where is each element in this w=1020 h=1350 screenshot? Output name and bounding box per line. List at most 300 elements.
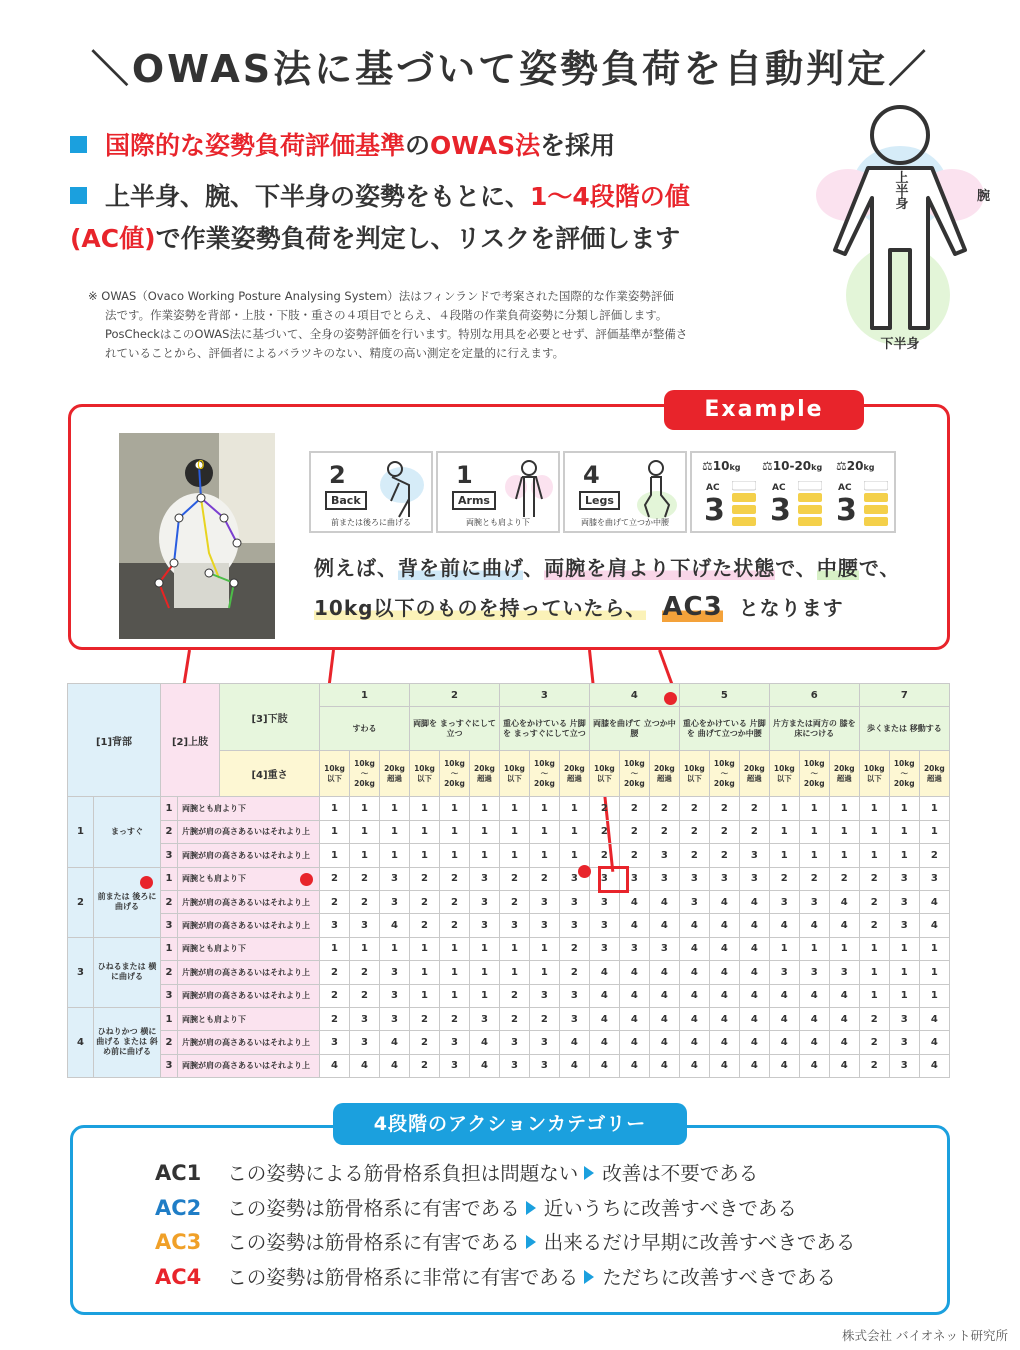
leg-description: 両脚を まっすぐにして立つ [409,707,499,751]
ac-cell: 3 [559,984,589,1007]
ac-cell: 1 [829,797,859,820]
arm-description: 片腕が肩の高さあるいはそれより上 [178,1031,320,1054]
ac-cell: 3 [829,961,859,984]
ac-cell: 4 [679,1031,709,1054]
ac-cell: 3 [499,914,529,937]
ac-cell: 1 [320,820,350,843]
ac-cell: 4 [589,1007,619,1030]
ac-cell: 4 [829,1054,859,1077]
ac-cell: 3 [499,1054,529,1077]
ac-cell: 2 [499,984,529,1007]
ac-cell: 2 [619,844,649,867]
ac-cell: 4 [649,914,679,937]
ac-cell: 4 [679,1007,709,1030]
ac-cell: 3 [679,867,709,890]
ac-cell: 4 [679,937,709,960]
ac-cell: 1 [380,820,410,843]
ac-cell: 1 [409,984,439,1007]
ac-cell: 4 [799,1031,829,1054]
ac-cell: 1 [320,797,350,820]
ac-cell: 4 [649,1031,679,1054]
ac-cell: 2 [320,867,350,890]
example-line-1: 例えば、背を前に曲げ、両腕を肩より下げた状態で、中腰で、 [314,556,901,580]
ac-cell: 1 [889,984,919,1007]
ac-cell: 4 [709,937,739,960]
ac-cell: 1 [919,820,949,843]
ac-cell: 3 [350,914,380,937]
ac-cell: 1 [889,820,919,843]
weight-header: 20kg 超過 [919,751,949,797]
ac-cell: 4 [739,984,769,1007]
ac-cell: 4 [649,984,679,1007]
ac-cell: 3 [769,890,799,913]
ac-cell: 2 [619,797,649,820]
ac-cell: 4 [320,1054,350,1077]
ac-cell: 4 [709,890,739,913]
ac-cell: 3 [889,1031,919,1054]
ac-cell: 3 [589,937,619,960]
ac-cell: 1 [859,844,889,867]
ac-cell: 1 [409,820,439,843]
ac-cell: 1 [350,844,380,867]
back-description: ひねるまたは 横に曲げる [94,937,161,1007]
arm-description: 両腕が肩の高さあるいはそれより上 [178,1054,320,1077]
arm-number: 1 [161,937,178,960]
back-description: 前または 後ろに曲げる [94,867,161,937]
arm-number: 3 [161,914,178,937]
bullet-ac: 上半身、腕、下半身の姿勢をもとに、1〜4段階の値 (AC値)で作業姿勢負荷を判定し、リスクを評価します [70,182,690,253]
arm-description: 片腕が肩の高さあるいはそれより上 [178,890,320,913]
owas-note: ※ OWAS（Ovaco Working Posture Analysing System）法はフィンランドで考案された国際的な作業姿勢評価 法です。作業姿勢を背部・上肢・下肢・重さの４項目でとらえ、４段階の作業負荷姿勢に分類し評価します。 PosCheckはこのOWAS法に基づいて、全身の姿勢評価を行います。特別な用具を必要とせず、評価基準が整備さ れていることから、評価者によるバラツキのない、精度の高い測定を定量的に行えます。 [88,289,688,360]
ac-cell: 2 [439,890,469,913]
bullet-square-icon [70,136,87,153]
ac-cell: 2 [859,914,889,937]
weight-header: 10kg 以下 [320,751,350,797]
ac-cell: 3 [889,1007,919,1030]
leg-description: 重心をかけている 片脚を 曲げて立つか中腰 [679,707,769,751]
ac-cell: 2 [709,844,739,867]
ac-cell: 1 [799,820,829,843]
ac-cell: 3 [739,844,769,867]
ac-cell: 2 [409,1054,439,1077]
ac-cell: 1 [559,797,589,820]
ac-cell: 4 [649,890,679,913]
ac-cell: 4 [829,1007,859,1030]
arm-description: 両腕が肩の高さあるいはそれより上 [178,914,320,937]
ac-cell: 3 [380,961,410,984]
back-card: 2 Back 前または後ろに曲げる [309,451,433,533]
ac-cell: 4 [739,961,769,984]
ac-cell: 4 [589,961,619,984]
ac-cell: 2 [320,890,350,913]
ac-cell: 2 [679,820,709,843]
ac-cell: 1 [859,937,889,960]
arm-description: 両腕とも肩より下 [178,937,320,960]
weight-card: ⚖10kg ⚖10-20kg ⚖20kg AC AC AC 3 3 3 [690,451,896,533]
ac-cell: 4 [619,984,649,1007]
ac-cell: 3 [559,890,589,913]
weight-header: 10kg 〜 20kg [350,751,380,797]
ac-cell: 2 [529,1007,559,1030]
ac-cell: 1 [439,844,469,867]
leg-description: 歩くまたは 移動する [859,707,949,751]
ac-cell: 1 [499,937,529,960]
ac-cell: 3 [799,961,829,984]
ac-cell: 1 [409,937,439,960]
ac-cell: 4 [799,984,829,1007]
ac-cell: 4 [619,961,649,984]
bullet-owas: 国際的な姿勢負荷評価基準のOWAS法を採用 [70,125,615,167]
ac-cell: 2 [529,867,559,890]
ac-cell: 4 [679,1054,709,1077]
ac-cell: 3 [529,1054,559,1077]
ac-cell: 1 [439,961,469,984]
ac-cell: 2 [409,890,439,913]
ac-cell: 2 [649,820,679,843]
header-arm: [2]上肢 [161,684,220,797]
ac-cell: 2 [589,820,619,843]
ac-cell: 3 [589,867,619,890]
weight-header: 10kg 以下 [679,751,709,797]
ac-cell: 4 [350,1054,380,1077]
ac-cell: 4 [649,961,679,984]
ac-cell: 2 [409,867,439,890]
ac-cell: 4 [589,984,619,1007]
ac-cell: 3 [589,914,619,937]
ac-row: AC4 この姿勢は筋骨格系に非常に有害である ただちに改善すべきである [155,1264,836,1289]
arms-down-icon [504,459,554,521]
result-highlight [598,866,629,893]
ac-cell: 4 [709,961,739,984]
ac-cell: 1 [769,797,799,820]
arm-description: 両腕とも肩より下 [178,797,320,820]
ac-cell: 1 [439,984,469,1007]
ac-cell: 4 [739,937,769,960]
ac-cell: 2 [589,797,619,820]
arrow-right-icon [526,1235,536,1249]
ac-cell: 1 [859,797,889,820]
arrow-right-icon [584,1270,594,1284]
ac-cell: 1 [380,797,410,820]
ac-cell: 1 [799,937,829,960]
arm-number: 3 [161,984,178,1007]
arm-number: 1 [161,867,178,890]
back-number: 1 [68,797,94,867]
ac-cell: 1 [889,961,919,984]
ac-cell: 2 [859,1007,889,1030]
weight-header: 10kg 以下 [409,751,439,797]
ac-cell: 2 [409,1007,439,1030]
page-title: ＼OWAS法に基づいて姿勢負荷を自動判定／ [90,47,930,91]
leg-description: すわる [320,707,410,751]
ac-cell: 4 [829,914,859,937]
ac-cell: 3 [350,1031,380,1054]
arm-number: 1 [161,797,178,820]
ac-cell: 3 [320,1031,350,1054]
ac-cell: 3 [529,1031,559,1054]
ac-cell: 1 [409,797,439,820]
ac-cell: 1 [469,797,499,820]
ac-cell: 4 [469,1031,499,1054]
ac-cell: 4 [919,1007,949,1030]
ac-cell: 2 [709,820,739,843]
ac-cell: 3 [469,1007,499,1030]
ac-cell: 1 [529,797,559,820]
ac-cell: 3 [619,937,649,960]
ac-cell: 4 [739,914,769,937]
arm-number: 2 [161,1031,178,1054]
ac-cell: 1 [499,820,529,843]
weight-header: 10kg 以下 [589,751,619,797]
ac-value-10: 3 [704,493,725,528]
ac-cell: 2 [320,984,350,1007]
ac-cell: 3 [320,914,350,937]
ac-cell: 1 [769,820,799,843]
ac-cell: 3 [889,914,919,937]
leg-description: 両膝を曲げて 立つか中腰 [589,707,679,751]
ac-cell: 2 [320,961,350,984]
ac-cell: 1 [829,937,859,960]
ac-cell: 3 [889,867,919,890]
ac-cell: 2 [859,1031,889,1054]
ac-cell: 4 [619,1054,649,1077]
ac-cell: 4 [919,914,949,937]
ac-cell: 4 [619,890,649,913]
ac-cell: 3 [469,890,499,913]
legs-squat-icon [631,459,681,521]
ac-cell: 1 [919,961,949,984]
ac-cell: 4 [679,984,709,1007]
ac-cell: 3 [469,867,499,890]
ac-cell: 1 [529,961,559,984]
ac-cell: 2 [799,867,829,890]
ac-cell: 1 [499,961,529,984]
ac-cell: 4 [739,1054,769,1077]
arrow-right-icon [584,1166,594,1180]
arrow-right-icon [526,1201,536,1215]
ac-cell: 2 [499,890,529,913]
ac-cell: 3 [919,867,949,890]
leg-number: 3 [499,684,589,707]
ac-cell: 4 [919,1031,949,1054]
back-description: まっすぐ [94,797,161,867]
figure-lower-label: 下半身 [880,337,920,352]
ac-cell: 3 [529,914,559,937]
ac-cell: 4 [709,1031,739,1054]
ac-cell: 4 [679,914,709,937]
body-figure-icon [800,100,1010,360]
arm-description: 片腕が肩の高さあるいはそれより上 [178,820,320,843]
bullet-square-icon [70,187,87,204]
ac-cell: 3 [499,1031,529,1054]
ac-level-bars-icon [864,481,888,527]
weight-header: 10kg 以下 [499,751,529,797]
ac-cell: 3 [799,890,829,913]
ac-cell: 1 [769,844,799,867]
ac-cell: 1 [799,844,829,867]
weight-header: 20kg 超過 [380,751,410,797]
ac-cell: 3 [709,867,739,890]
ac-cell: 3 [769,961,799,984]
weight-header: 10kg 〜 20kg [619,751,649,797]
weight-header: 10kg 〜 20kg [799,751,829,797]
ac-cell: 2 [739,797,769,820]
ac-cell: 1 [469,984,499,1007]
ac-cell: 1 [469,937,499,960]
ac-cell: 2 [709,797,739,820]
weight-header: 10kg 〜 20kg [889,751,919,797]
ac-cell: 2 [350,890,380,913]
arm-description: 両腕が肩の高さあるいはそれより上 [178,844,320,867]
ac-cell: 1 [859,961,889,984]
ac-cell: 1 [919,937,949,960]
ac-cell: 2 [320,1007,350,1030]
ac-cell: 2 [649,797,679,820]
ac-cell: 1 [350,937,380,960]
ac-cell: 3 [649,937,679,960]
ac-cell: 1 [859,984,889,1007]
ac-cell: 1 [559,844,589,867]
ac-cell: 3 [649,844,679,867]
ac-cell: 4 [559,1054,589,1077]
ac-cell: 4 [769,1007,799,1030]
connector-dot [140,876,153,889]
ac-cell: 2 [559,961,589,984]
ac-cell: 1 [529,844,559,867]
weight-header: 20kg 超過 [649,751,679,797]
ac-cell: 3 [649,867,679,890]
ac-cell: 2 [439,1007,469,1030]
ac-cell: 1 [439,820,469,843]
arm-number: 3 [161,1054,178,1077]
ac-cell: 3 [559,867,589,890]
ac-cell: 3 [619,867,649,890]
ac-cell: 1 [559,820,589,843]
leg-number: 4 [589,684,679,707]
ac-cell: 1 [409,961,439,984]
ac-cell: 4 [739,1007,769,1030]
ac-cell: 4 [799,1054,829,1077]
ac-cell: 2 [829,867,859,890]
ac-cell: 3 [350,1007,380,1030]
header-weight: [4]重さ [220,751,320,797]
back-description: ひねりかつ 横に曲げる または 斜め前に曲げる [94,1007,161,1077]
figure-arm-label: 腕 [977,189,991,204]
back-number: 3 [68,937,94,1007]
ac-cell: 2 [679,797,709,820]
back-number: 4 [68,1007,94,1077]
weight-header: 20kg 超過 [559,751,589,797]
arm-number: 2 [161,890,178,913]
ac-cell: 3 [679,890,709,913]
ac-value-10-20: 3 [770,493,791,528]
ac-cell: 4 [829,984,859,1007]
ac-level-bars-icon [798,481,822,527]
ac-cell: 1 [889,797,919,820]
ac-cell: 4 [709,984,739,1007]
ac-cell: 2 [859,890,889,913]
ac-cell: 2 [409,914,439,937]
ac-cell: 2 [350,867,380,890]
ac-cell: 1 [320,937,350,960]
ac-cell: 3 [739,867,769,890]
ac-cell: 1 [829,844,859,867]
example-tag: Example [664,390,864,430]
ac-cell: 3 [559,914,589,937]
ac-cell: 4 [589,1031,619,1054]
ac-cell: 4 [829,890,859,913]
ac-cell: 4 [649,1054,679,1077]
ac-cell: 4 [799,1007,829,1030]
ac-cell: 4 [769,1031,799,1054]
ac-cell: 4 [769,914,799,937]
ac-cell: 3 [439,1054,469,1077]
ac-cell: 3 [380,867,410,890]
ac-cell: 3 [889,890,919,913]
header-leg: [3]下肢 [220,684,320,751]
ac-cell: 1 [889,844,919,867]
leg-number: 2 [409,684,499,707]
leg-number: 1 [320,684,410,707]
arm-number: 3 [161,844,178,867]
ac-cell: 1 [799,797,829,820]
ac-cell: 4 [919,890,949,913]
ac-cell: 4 [649,1007,679,1030]
weight-header: 20kg 超過 [469,751,499,797]
arm-description: 両腕が肩の高さあるいはそれより上 [178,984,320,1007]
ac-cell: 1 [439,797,469,820]
ac-cell: 4 [589,1054,619,1077]
leg-number: 6 [769,684,859,707]
ac-cell: 1 [889,937,919,960]
leg-description: 片方または両方の 膝を床につける [769,707,859,751]
ac-cell: 4 [380,914,410,937]
ac-cell: 1 [380,937,410,960]
leg-number: 7 [859,684,949,707]
header-back: [1]背部 [68,684,161,797]
weight-header: 10kg 〜 20kg [529,751,559,797]
ac-cell: 1 [469,820,499,843]
ac-cell: 3 [889,1054,919,1077]
weight-header: 20kg 超過 [739,751,769,797]
ac-cell: 4 [709,914,739,937]
arms-card: 1 Arms 両腕とも肩より下 [436,451,560,533]
ac-cell: 4 [739,890,769,913]
ac-cell: 4 [619,914,649,937]
ac-cell: 4 [739,1031,769,1054]
ac-cell: 2 [739,820,769,843]
ac-cell: 2 [499,867,529,890]
weight-header: 10kg 以下 [859,751,889,797]
ac-cell: 1 [859,820,889,843]
ac-cell: 1 [919,984,949,1007]
connector-dot [664,692,677,705]
ac-cell: 4 [769,984,799,1007]
ac-cell: 1 [469,844,499,867]
worker-photo [119,433,275,639]
back-bend-icon [377,459,427,521]
arm-number: 2 [161,961,178,984]
arm-number: 2 [161,820,178,843]
connector-dot [578,865,591,878]
ac-cell: 4 [619,1031,649,1054]
example-line-2: 10kg以下のものを持っていたら、 AC3 となります [314,592,844,622]
ac-cell: 4 [709,1007,739,1030]
ac-cell: 1 [919,797,949,820]
ac-cell: 4 [679,961,709,984]
legs-card: 4 Legs 両膝を曲げて立つか中腰 [563,451,687,533]
ac-cell: 1 [350,797,380,820]
